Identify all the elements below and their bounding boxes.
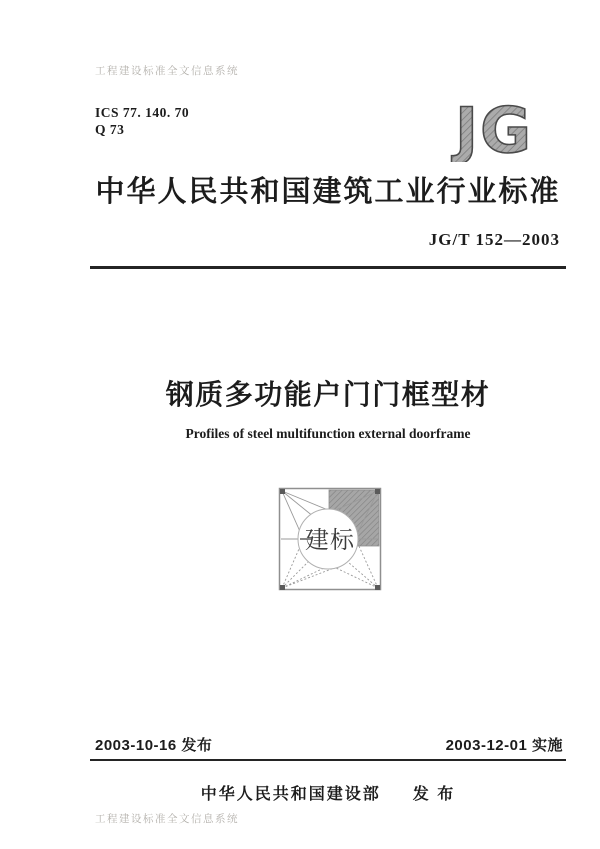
jianbiao-emblem-icon bbox=[278, 486, 382, 592]
publisher-name: 中华人民共和国建设部 bbox=[200, 786, 381, 803]
watermark-top: 工程建设标准全文信息系统 bbox=[95, 65, 239, 77]
ics-code: ICS 77. 140. 70 bbox=[95, 105, 190, 120]
jianbiao-emblem bbox=[278, 486, 382, 597]
dates-row bbox=[95, 734, 563, 755]
document-title-chinese: 钢质多功能户门门框型材 bbox=[165, 379, 491, 410]
ics-classification-block bbox=[95, 104, 189, 138]
jg-logo-letters: JG bbox=[455, 94, 533, 162]
issue-date: 2003-10-16 发布 bbox=[95, 737, 213, 754]
jg-logo bbox=[438, 94, 550, 167]
publish-label: 发 布 bbox=[412, 786, 456, 803]
class-code: Q 73 bbox=[95, 122, 125, 137]
document-title-english: Profiles of steel multifunction external doorframe bbox=[185, 426, 471, 441]
standard-category-title: 中华人民共和国建筑工业行业标准 bbox=[95, 176, 561, 208]
jianbiao-emblem-label: 建标 bbox=[305, 526, 355, 554]
bottom-horizontal-rule bbox=[90, 759, 566, 761]
watermark-bottom: 工程建设标准全文信息系统 bbox=[95, 813, 239, 825]
publisher-row bbox=[90, 781, 566, 804]
jg-logo-icon bbox=[438, 94, 550, 162]
implement-date: 2003-12-01 实施 bbox=[445, 737, 563, 754]
top-horizontal-rule bbox=[90, 266, 566, 269]
standard-number: JG/T 152—2003 bbox=[428, 230, 560, 249]
